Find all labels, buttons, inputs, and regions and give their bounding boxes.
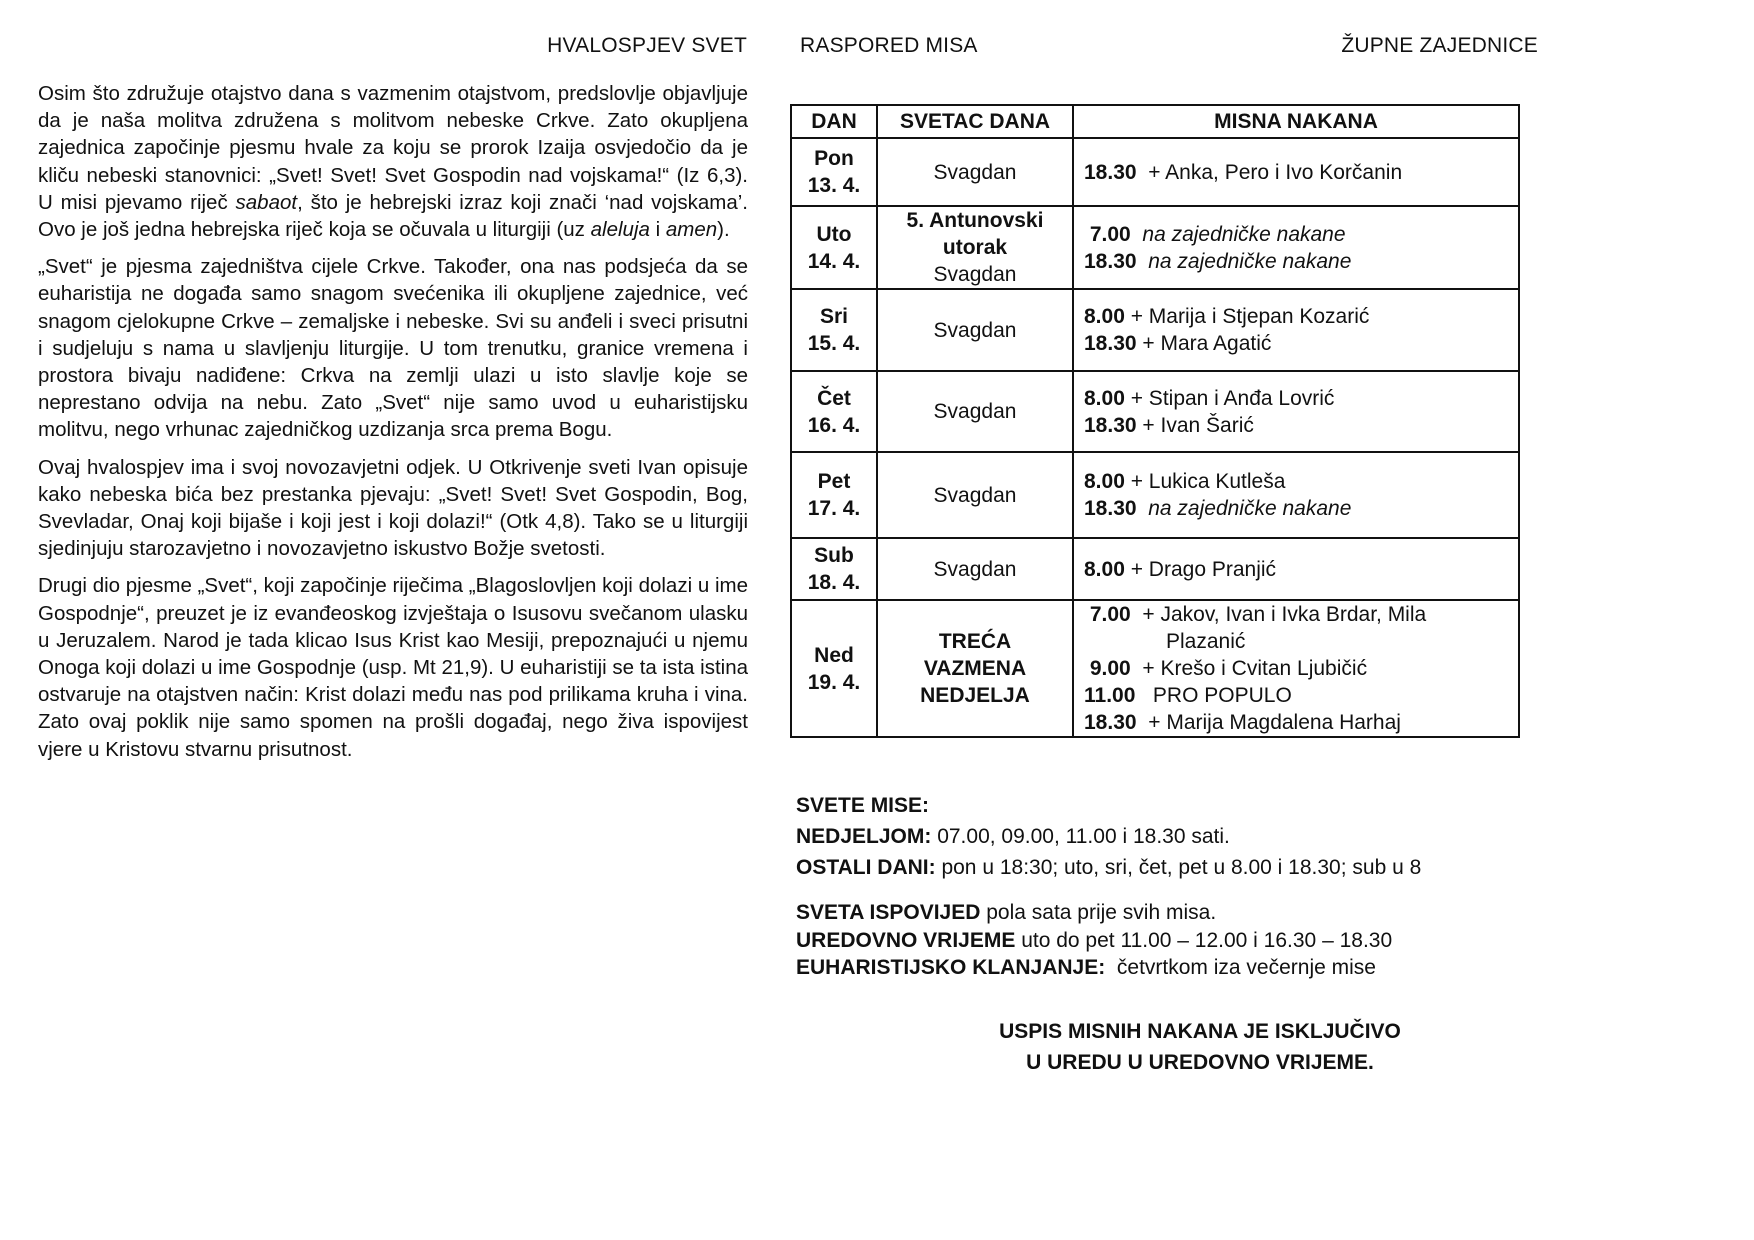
table-row [791,600,1519,737]
saint-of-day: Svagdan [933,557,1017,581]
mass-time: 9.00 [1084,657,1131,680]
table-row [791,289,1519,371]
saint-cell [877,371,1073,452]
intention-text: + Marija i Stjepan Kozarić [1124,305,1370,328]
adoration-value: četvrtkom iza večernje mise [1105,956,1376,979]
mass-time: 11.00 [1084,684,1136,707]
paragraph-text: ). [717,218,730,242]
mass-time: 8.00 [1084,557,1125,581]
saint-cell [877,289,1073,371]
intention-text: na zajedničke nakane [1136,497,1352,520]
mass-intention [1084,655,1518,682]
mass-time: 7.00 [1084,222,1131,246]
table-row [791,138,1519,206]
intention-cell [1073,371,1519,452]
intention-cell [1073,206,1519,289]
paragraph-text: „Svet“ je pjesma zajedništva cijele Crkve. Također, ona nas podsjeća da se euharistija ne događa samo snagom svećenika ili okupljene zajednice, već snagom cjelokupne Crkve – zemaljske i nebeske. Svi su anđeli i sveci prisutni i sudjeluju s nama u slavljenju liturgije. U tom trenutku, granice vremena i prostora bivaju nadiđene: Crkva na zemlji ulazi u isto slavlje koje se neprestano odvija na nebu. Zato „Svet“ nije samo uvod u euharistijsku molitvu, nego vrhunac zajedničkog uzdizanja srca prema Bogu. [38,255,748,442]
table-row [791,538,1519,600]
paragraph-text: i [649,218,666,242]
day-date: 19. 4. [807,670,861,694]
intention-text: + Drago Pranjić [1124,557,1277,581]
article-paragraph [38,253,748,443]
mass-intention [1084,385,1518,412]
feast-name: NEDJELJA [920,684,1030,707]
day-name: Ned [814,643,854,667]
table-row [791,371,1519,452]
italic-term: amen [665,218,718,242]
weekday-masses [796,852,1556,883]
day-cell [791,138,877,206]
mass-time: 18.30 [1084,711,1137,734]
office-hours-value: uto do pet 11.00 – 12.00 i 16.30 – 18.30 [1015,928,1393,952]
saint-of-day: Svagdan [933,483,1017,507]
intention-text: Plazanić [1166,630,1246,653]
saint-of-day: Svagdan [933,263,1017,286]
saint-of-day: Svagdan [933,160,1017,184]
paragraph-text: Ovaj hvalospjev ima i svoj novozavjetni odjek. U Otkrivenje sveti Ivan opisuje kako nebeska bića bez prestanka pjevaju: „Svet! Svet! Svet Gospodin, Bog, Svevladar, Onaj koji bijaše i koji jest i koji dolazi!“ (Otk 4,8). Tako se u liturgiji sjedinjuju starozavjetno i novozavjetno iskustvo Božje svetosti. [38,455,748,561]
intention-text: + Marija Magdalena Harhaj [1136,711,1401,734]
mass-intention [1084,628,1518,655]
mass-times-block [796,790,1556,883]
mass-intention [1084,303,1518,330]
sunday-value: 07.00, 09.00, 11.00 i 18.30 sati. [931,825,1230,848]
day-date: 15. 4. [807,332,861,355]
mass-intention [1084,248,1518,275]
mass-intention [1084,330,1518,357]
table-row [791,206,1519,289]
parish-info-block [796,899,1556,982]
intention-cell [1073,538,1519,600]
day-cell [791,452,877,538]
weekday-value: pon u 18:30; uto, sri, čet, pet u 8.00 i 18.30; sub u 8 [935,856,1422,879]
column-header-intention: MISNA NAKANA [1073,105,1519,138]
intention-text: + Krešo i Cvitan Ljubičić [1130,657,1368,680]
sunday-label: NEDJELJOM: [796,825,932,848]
adoration-label: EUHARISTIJSKO KLANJANJE: [796,956,1106,979]
saint-cell [877,600,1073,737]
intention-cell [1073,138,1519,206]
paragraph-text: , što je hebrejski izraz koji znači ‘nad vojskama’. Ovo je još jedna hebrejska riječ koja se očuvala u liturgiji (uz [38,190,748,242]
column-header-saint: SVETAC DANA [877,105,1073,138]
mass-times-notes [796,790,1556,982]
article-paragraph [38,572,748,762]
saint-cell [877,452,1073,538]
mass-time: 18.30 [1084,413,1137,437]
mass-intention [1084,556,1518,583]
intention-cell [1073,289,1519,371]
day-cell [791,289,877,371]
article-title: HVALOSPJEV SVET [547,34,747,57]
day-name: Sub [814,544,854,567]
saint-cell [877,138,1073,206]
mass-time: 18.30 [1084,497,1137,520]
weekday-label: OSTALI DANI: [796,856,936,879]
adoration-info [796,954,1556,982]
note-line-2: U UREDU U UREDOVNO VRIJEME. [1026,1051,1374,1074]
column-header-day: DAN [791,105,877,138]
article-paragraph [38,80,748,243]
day-cell [791,600,877,737]
paragraph-text: Drugi dio pjesme „Svet“, koji započinje riječima „Blagoslovljen koji dolazi u ime Gospodnje“, preuzet je iz evanđeoskog izvještaja o Isusovu svečanom ulasku u Jeruzalem. Narod je tada klicao Isus Krist kao Mesiji, prepoznajući u njemu Onoga koji dolazi u ime Gospodnje (usp. Mt 21,9). U euharistiji se ta ista istina ostvaruje na otajstven način: Krist dolazi među nas pod prilikama kruha i vina. Zato ovaj poklik nije samo spomen na prošli događaj, nego živa ispovijest vjere u Kristovu stvarnu prisutnost. [38,574,748,761]
schedule-rows [791,138,1519,737]
day-cell [791,206,877,289]
mass-intention [1084,709,1518,736]
mass-intention [1084,412,1518,439]
day-name: Čet [817,386,851,410]
intention-text: + Mara Agatić [1136,332,1272,355]
day-date: 14. 4. [807,249,861,273]
feast-name: TREĆA [938,630,1012,653]
italic-term: sabaot [235,190,298,214]
mass-time: 18.30 [1084,160,1137,184]
table-header-row [791,105,1519,138]
intention-text: na zajedničke nakane [1130,222,1346,246]
day-date: 16. 4. [807,413,861,437]
intention-registration-note [796,1016,1604,1078]
intention-text: + Jakov, Ivan i Ivka Brdar, Mila [1130,603,1427,626]
intention-text: + Anka, Pero i Ivo Korčanin [1136,160,1403,184]
intention-text: + Ivan Šarić [1136,413,1254,437]
mass-time: 18.30 [1084,332,1137,355]
saint-of-day: Svagdan [933,400,1017,423]
saint-cell [877,206,1073,289]
day-cell [791,371,877,452]
mass-schedule-table [790,104,1520,738]
parish-title: ŽUPNE ZAJEDNICE [1341,34,1538,57]
office-hours-info [796,927,1556,955]
intention-text: + Stipan i Anđa Lovrić [1124,386,1335,410]
day-name: Pet [817,470,851,493]
intention-cell [1073,600,1519,737]
intention-text: na zajedničke nakane [1136,249,1352,273]
feast-name: 5. Antunovski [906,209,1044,232]
mass-time: 18.30 [1084,249,1137,273]
day-date: 13. 4. [807,174,861,197]
feast-name: utorak [942,236,1008,259]
day-name: Pon [814,147,854,170]
office-hours-label: UREDOVNO VRIJEME [796,928,1016,952]
paragraph-text: Osim što združuje otajstvo dana s vazmenim otajstvom, predslovlje objavljuje da je naša molitva združena s molitvom nebeske Crkve. Zato okupljena zajednica započinje pjesmu hvale za koju se prorok Izaija osvjedočio da je kliču nebeski stanovnici: „Svet! Svet! Svet Gospodin nad vojskama!“ (Iz 6,3). U misi pjevamo riječ [38,82,748,214]
day-date: 17. 4. [807,497,861,520]
confession-label: SVETA ISPOVIJED [796,901,981,924]
article-paragraph [38,454,748,563]
day-date: 18. 4. [807,571,861,594]
intention-text: PRO POPULO [1135,684,1292,707]
mass-intention [1084,601,1518,628]
sunday-masses [796,821,1556,852]
intention-cell [1073,452,1519,538]
mass-intention [1084,682,1518,709]
italic-term: aleluja [590,218,650,242]
mass-time: 7.00 [1084,603,1131,626]
table-row [791,452,1519,538]
intention-text: + Lukica Kutleša [1124,470,1286,493]
confession-info [796,899,1556,927]
mass-times-heading: SVETE MISE: [796,794,930,817]
mass-intention [1084,468,1518,495]
article-body [38,80,748,773]
day-name: Sri [819,305,848,328]
note-line-1: USPIS MISNIH NAKANA JE ISKLJUČIVO [999,1020,1401,1043]
day-cell [791,538,877,600]
schedule-title: RASPORED MISA [800,34,978,57]
mass-intention [1084,221,1518,248]
mass-intention [1084,159,1518,186]
mass-time: 8.00 [1084,470,1125,493]
mass-time: 8.00 [1084,305,1125,328]
feast-name: VAZMENA [923,657,1027,680]
saint-of-day: Svagdan [933,318,1017,342]
mass-time: 8.00 [1084,386,1125,410]
confession-value: pola sata prije svih misa. [980,901,1217,924]
saint-cell [877,538,1073,600]
mass-intention [1084,495,1518,522]
day-name: Uto [816,222,852,246]
